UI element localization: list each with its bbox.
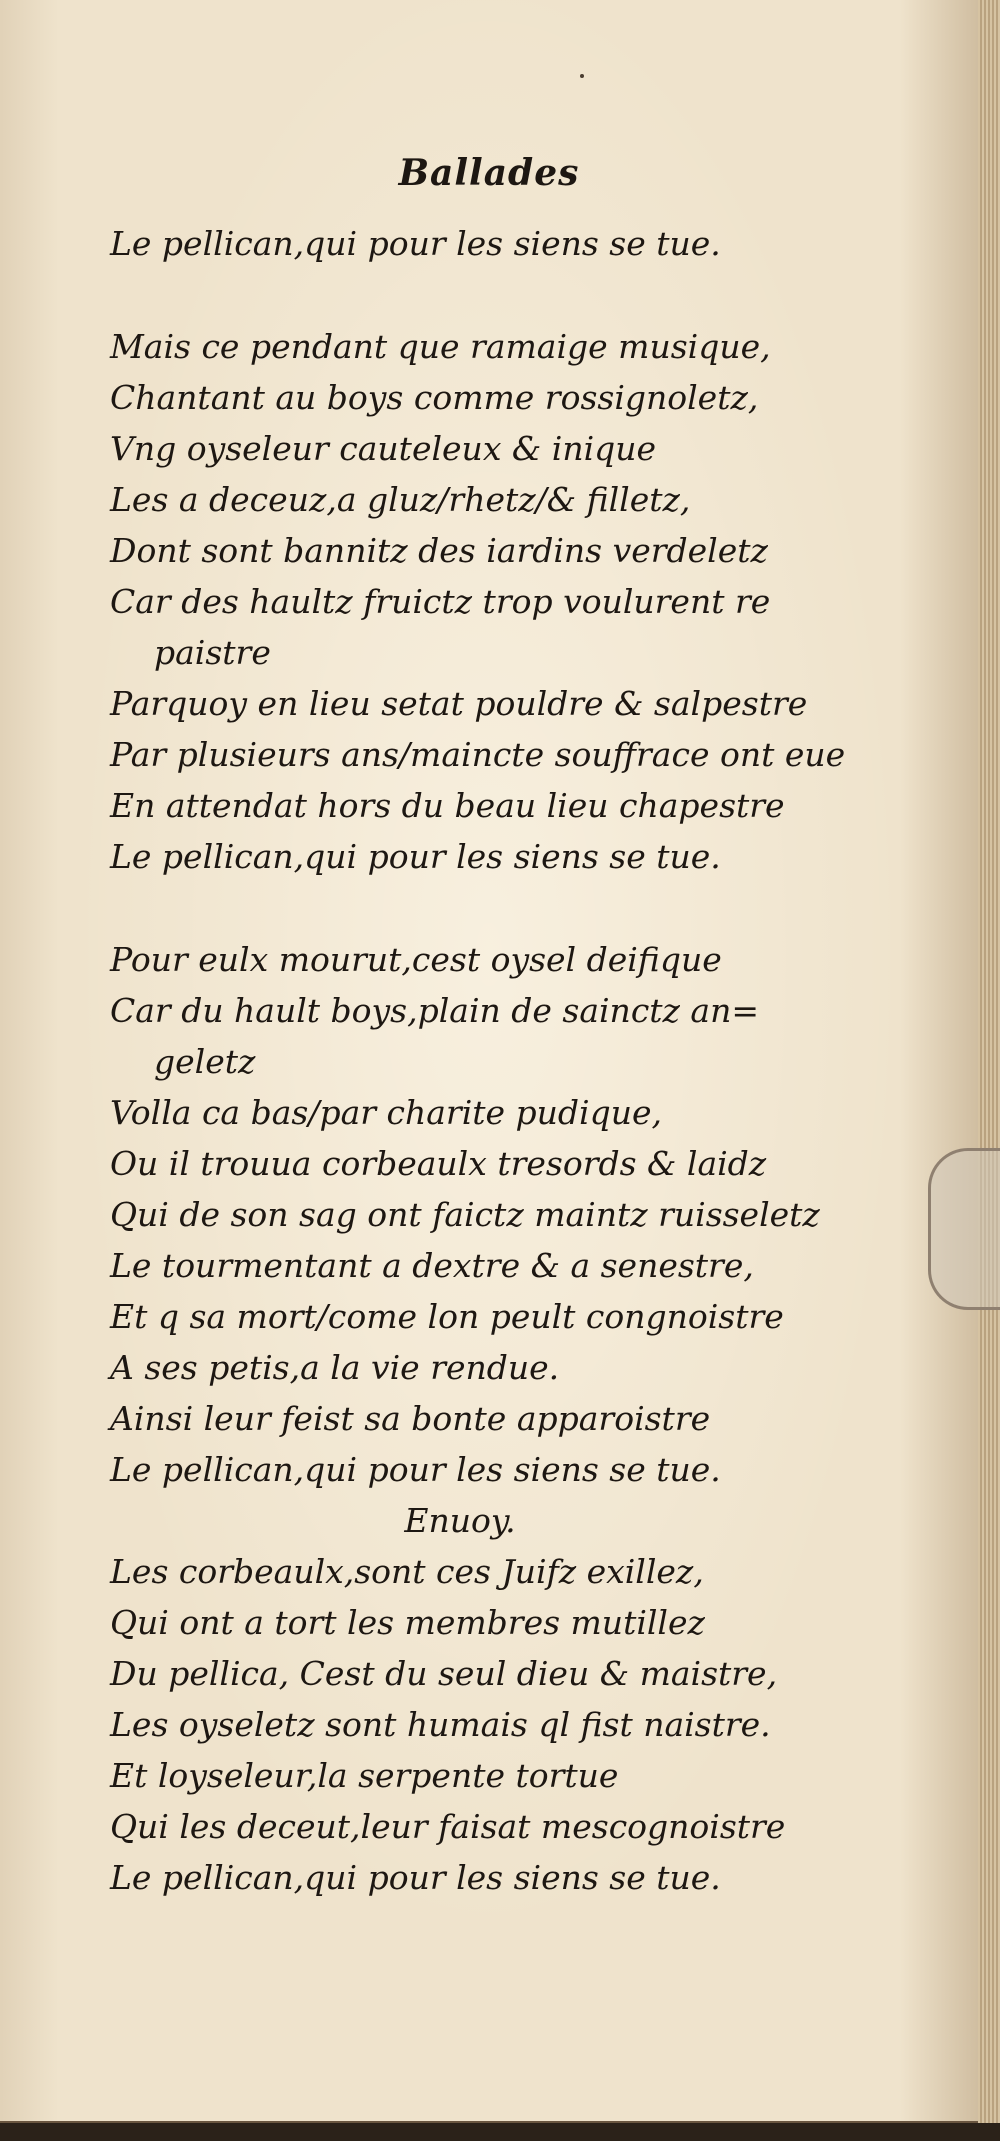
verse-line: Vng oyseleur cauteleux & inique bbox=[110, 429, 657, 468]
verse-line: Car du hault boys,plain de sainctz an= bbox=[110, 991, 760, 1030]
verse-line: Pour eulx mourut,cest oysel deifique bbox=[110, 940, 722, 979]
stanza bbox=[110, 218, 900, 269]
verse-line: Ou il trouua corbeaulx tresords & laidz bbox=[110, 1144, 767, 1183]
verse-line: Qui les deceut,leur faisat mescognoistre bbox=[110, 1807, 786, 1846]
verse-line: Du pellica, Cest du seul dieu & maistre, bbox=[110, 1654, 778, 1693]
stanza bbox=[110, 321, 900, 882]
verse-line: Dont sont bannitz des iardins verdeletz bbox=[110, 531, 768, 570]
verse-line: Chantant au boys comme rossignoletz, bbox=[110, 378, 759, 417]
verse-line: Qui de son sag ont faictz maintz ruisseletz bbox=[110, 1195, 820, 1234]
verse-line: Le tourmentant a dextre & a senestre, bbox=[110, 1246, 754, 1285]
stanza bbox=[110, 934, 900, 1495]
book-fore-edge bbox=[978, 0, 1000, 2141]
verse-line: paistre bbox=[154, 633, 271, 672]
verse-line: Car des haultz fruictz trop voulurent re bbox=[110, 582, 771, 621]
verse-line: Le pellican,qui pour les siens se tue. bbox=[110, 224, 721, 263]
verse-line: Les a deceuz,a gluz/rhetz/& filletz, bbox=[110, 480, 691, 519]
envoy-title: Enuoy. bbox=[404, 1501, 516, 1540]
verse-line: En attendat hors du beau lieu chapestre bbox=[110, 786, 785, 825]
verse-line: Le pellican,qui pour les siens se tue. bbox=[110, 837, 721, 876]
verse-line: Les corbeaulx,sont ces Juifz exillez, bbox=[110, 1552, 704, 1591]
poem-text bbox=[110, 218, 900, 1903]
verse-line: Les oyseletz sont humais ql fist naistre. bbox=[110, 1705, 771, 1744]
verse-line: Mais ce pendant que ramaige musique, bbox=[110, 327, 771, 366]
ink-speck bbox=[580, 74, 584, 78]
page-tab-marker bbox=[928, 1148, 1000, 1310]
verse-line: Et loyseleur,la serpente tortue bbox=[110, 1756, 619, 1795]
verse-line: Et q sa mort/come lon peult congnoistre bbox=[110, 1297, 784, 1336]
verse-line: Qui ont a tort les membres mutillez bbox=[110, 1603, 705, 1642]
verse-line: Parquoy en lieu setat pouldre & salpestre bbox=[110, 684, 808, 723]
envoy bbox=[110, 1495, 900, 1903]
verse-line: Le pellican,qui pour les siens se tue. bbox=[110, 1450, 721, 1489]
verse-line: Ainsi leur feist sa bonte apparoistre bbox=[110, 1399, 711, 1438]
verse-line: geletz bbox=[154, 1042, 256, 1081]
verse-line: Volla ca bas/par charite pudique, bbox=[110, 1093, 662, 1132]
book-bottom-edge bbox=[0, 2123, 1000, 2141]
verse-line: A ses petis,a la vie rendue. bbox=[110, 1348, 560, 1387]
verse-line: Par plusieurs ans/maincte souffrace ont eue bbox=[110, 735, 846, 774]
verse-line: Le pellican,qui pour les siens se tue. bbox=[110, 1858, 721, 1897]
running-head: Ballades bbox=[398, 152, 580, 194]
